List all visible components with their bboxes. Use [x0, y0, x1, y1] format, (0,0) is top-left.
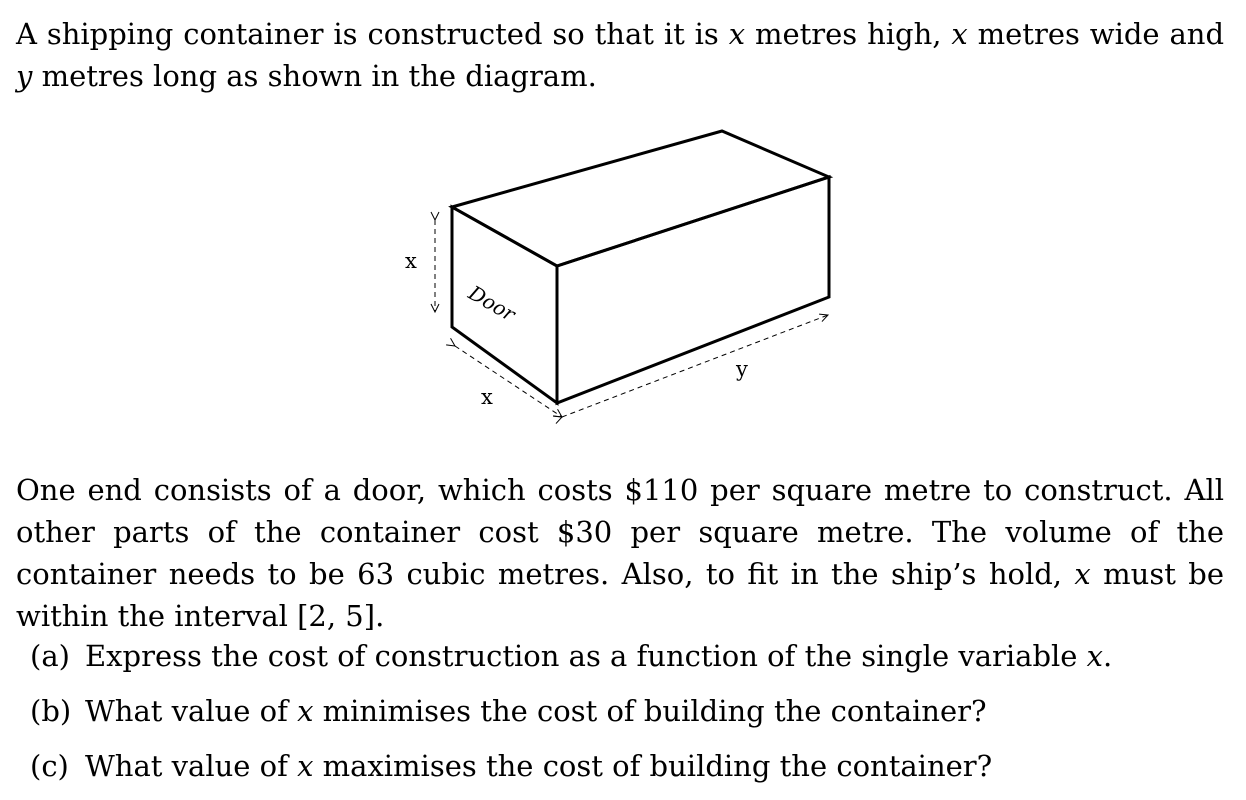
- box-top-face: [452, 131, 829, 266]
- width-label: x: [481, 385, 493, 409]
- intro-text-1: A shipping container is constructed so that it is: [16, 17, 729, 51]
- question-item: [30, 738, 1112, 793]
- intro-paragraph: [16, 13, 1224, 97]
- dimension-arrows: [435, 220, 828, 417]
- length-label: y: [736, 357, 748, 381]
- door-label: Door: [464, 280, 520, 327]
- height-label: x: [405, 249, 417, 273]
- question-text: Express the cost of construction as a function of the single variable x.: [85, 638, 1113, 673]
- intro-text-4: metres long as shown in the diagram.: [32, 59, 597, 93]
- variable-x: x: [297, 748, 314, 783]
- question-item: [30, 683, 1112, 738]
- length-dimension-arrow: [562, 315, 828, 417]
- question-marker: (a): [30, 638, 70, 673]
- variable-x: x: [1086, 638, 1104, 673]
- variable-x: x: [728, 17, 746, 51]
- question-marker: (c): [30, 748, 69, 783]
- variable-x: x: [297, 693, 314, 728]
- door-face: [452, 207, 557, 403]
- variable-x: x: [1074, 557, 1091, 591]
- problem-text-2: must be within the interval [2, 5].: [16, 557, 1224, 633]
- box-side-face: [557, 177, 829, 403]
- intro-text-2: metres high,: [745, 17, 952, 51]
- intro-text-3: metres wide and: [967, 17, 1225, 51]
- question-text: What value of x minimises the cost of building the container?: [85, 693, 987, 728]
- question-marker: (b): [30, 693, 72, 728]
- width-dimension-arrow: [455, 346, 562, 417]
- question-text: What value of x maximises the cost of building the container?: [85, 748, 993, 783]
- problem-paragraph: [16, 469, 1224, 637]
- question-item: [30, 628, 1112, 683]
- problem-text-1: One end consists of a door, which costs $110 per square metre to construct. All other parts of the container cost $30 per square metre. The volume of the container needs to be 63 cubic metres. Also, to fit in the ship’s hold,: [16, 473, 1224, 591]
- question-list: [30, 628, 1112, 793]
- variable-x: x: [951, 17, 968, 51]
- container-box: [452, 131, 829, 403]
- variable-y: y: [16, 59, 33, 93]
